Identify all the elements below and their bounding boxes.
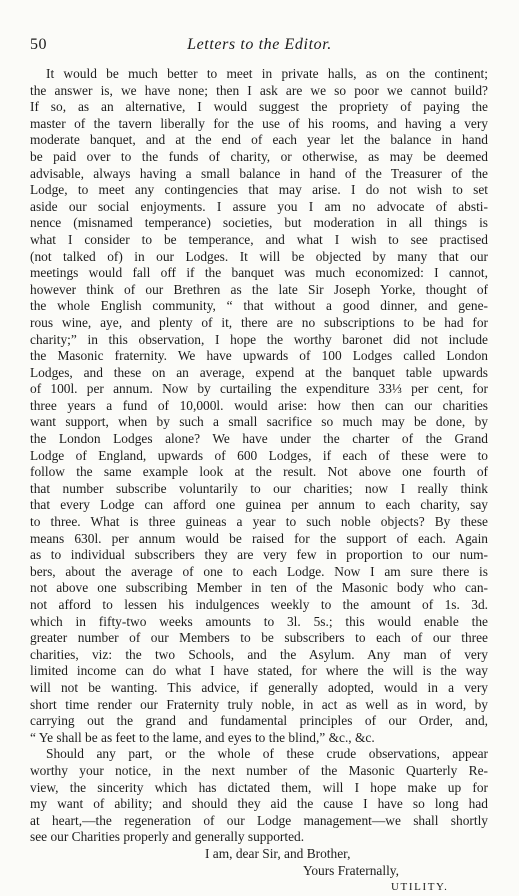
text-line: Lodges, and these on an average, expend at the banquet table upwards — [30, 364, 488, 380]
page-number: 50 — [30, 36, 47, 53]
text-line: that number subscribe voluntarily to our charities; now I really think — [30, 480, 488, 496]
text-line: not above one subscribing Member in ten of the Masonic body who can- — [30, 580, 488, 596]
text-line: be paid over to the funds of charity, or otherwise, as may be deemed — [30, 148, 488, 164]
text-line: It would be much better to meet in private halls, as on the continent; — [46, 66, 488, 81]
text-line: Lodge, to meet any contingencies that may arise. I do not wish to set — [30, 182, 488, 198]
text-line: view, the sincerity which has dictated them, will I hope make up for — [30, 779, 488, 795]
text-line: moderate banquet, and at the end of each year let the balance in hand — [30, 132, 488, 148]
closing-valediction: Yours Fraternally, — [303, 862, 399, 878]
text-line: my want of ability; and should they aid the cause I have so long had — [30, 796, 488, 812]
signature: UTILITY. — [391, 881, 449, 894]
text-line: of 100l. per annum. Now by curtailing the expenditure 33⅓ per cent, for — [30, 381, 488, 397]
text-line: greater number of our Members to be subscribers to each of our three — [30, 630, 488, 646]
text-line: at heart,—the regeneration of our Lodge management—we shall shortly — [30, 812, 488, 828]
letter-body — [30, 66, 488, 896]
text-line: bers, about the average of one to each Lodge. Now I am sure there is — [30, 563, 488, 579]
text-line: see our Charities properly and generally supported. — [30, 829, 305, 845]
text-line: however think of our Brethren as the late Sir Joseph Yorke, thought of — [30, 281, 488, 297]
text-line: master of the tavern liberally for the use of his rooms, and having a very — [30, 115, 488, 131]
text-line: rous wine, aye, and plenty of it, there are no subscriptions to be had for — [30, 314, 488, 330]
text-line: the whole English community, “ that without a good dinner, and gene- — [30, 298, 488, 314]
text-line: meetings would fall off if the banquet was much economized: I cannot, — [30, 265, 488, 281]
paragraph — [30, 66, 488, 746]
text-line: as to individual subscribers they are very few in proportion to our num- — [30, 547, 488, 563]
text-line: “ Ye shall be as feet to the lame, and eyes to the blind,” &c., &c. — [30, 729, 375, 745]
text-line: advisable, always having a small balance in hand of the Treasurer of the — [30, 165, 488, 181]
text-line: the Masonic fraternity. We have upwards of 100 Lodges called London — [30, 348, 488, 364]
running-title: Letters to the Editor. — [187, 36, 332, 53]
letter-paragraphs — [30, 66, 488, 846]
text-line: Should any part, or the whole of these crude observations, appear — [46, 746, 488, 762]
text-line: Lodge of England, upwards of 600 Lodges, if each of these were to — [30, 447, 488, 463]
text-line: worthy your notice, in the next number of the Masonic Quarterly Re- — [30, 762, 488, 778]
text-line: charity;” in this observation, I hope the worthy baronet did not include — [30, 331, 488, 347]
text-line: charities, viz: the two Schools, and the Asylum. Any man of very — [30, 646, 488, 662]
page-header — [30, 36, 489, 58]
text-line: to three. What is three guineas a year to such noble objects? By these — [30, 514, 488, 530]
text-line: limited income can do what I have stated, for where the will is the way — [30, 663, 488, 679]
text-line: that every Lodge can afford one guinea per annum to each charity, say — [30, 497, 488, 513]
text-line: follow the same example look at the result. Not above one fourth of — [30, 464, 488, 480]
text-line: which in fifty-two weeks amounts to 3l. 5s.; this would enable the — [30, 613, 488, 629]
text-line: aside our social enjoyments. I assure you I am no advocate of absti- — [30, 198, 488, 214]
text-line: carrying out the grand and fundamental principles of our Order, and, — [30, 713, 488, 729]
text-line: nence (misnamed temperance) societies, but moderation in all things is — [30, 215, 488, 231]
closing-salutation: I am, dear Sir, and Brother, — [205, 845, 351, 861]
text-line: short time render our Fraternity truly noble, in act as well as in word, by — [30, 696, 488, 712]
text-line: the answer is, we have none; then I ask are we so poor we cannot build? — [30, 82, 488, 98]
text-line: what I consider to be temperance, and what I wish to see practised — [30, 231, 488, 247]
text-line: will not be wanting. This advice, if generally adopted, would in a very — [30, 679, 488, 695]
text-line: the London Lodges alone? We have under the charter of the Grand — [30, 431, 488, 447]
text-line: want support, when by such a small sacrifice so much may be done, by — [30, 414, 488, 430]
text-line: means 630l. per annum would be raised for the support of each. Again — [30, 530, 488, 546]
text-line: three years a fund of 10,000l. would arise: how then can our charities — [30, 397, 488, 413]
text-line: (not talked of) in our Lodges. It will be objected by many that our — [30, 248, 488, 264]
text-line: not afford to lessen his indulgences weekly to the amount of 1s. 3d. — [30, 597, 488, 612]
text-line: If so, as an alternative, I would suggest the propriety of paying the — [30, 99, 488, 115]
paragraph — [30, 746, 488, 846]
